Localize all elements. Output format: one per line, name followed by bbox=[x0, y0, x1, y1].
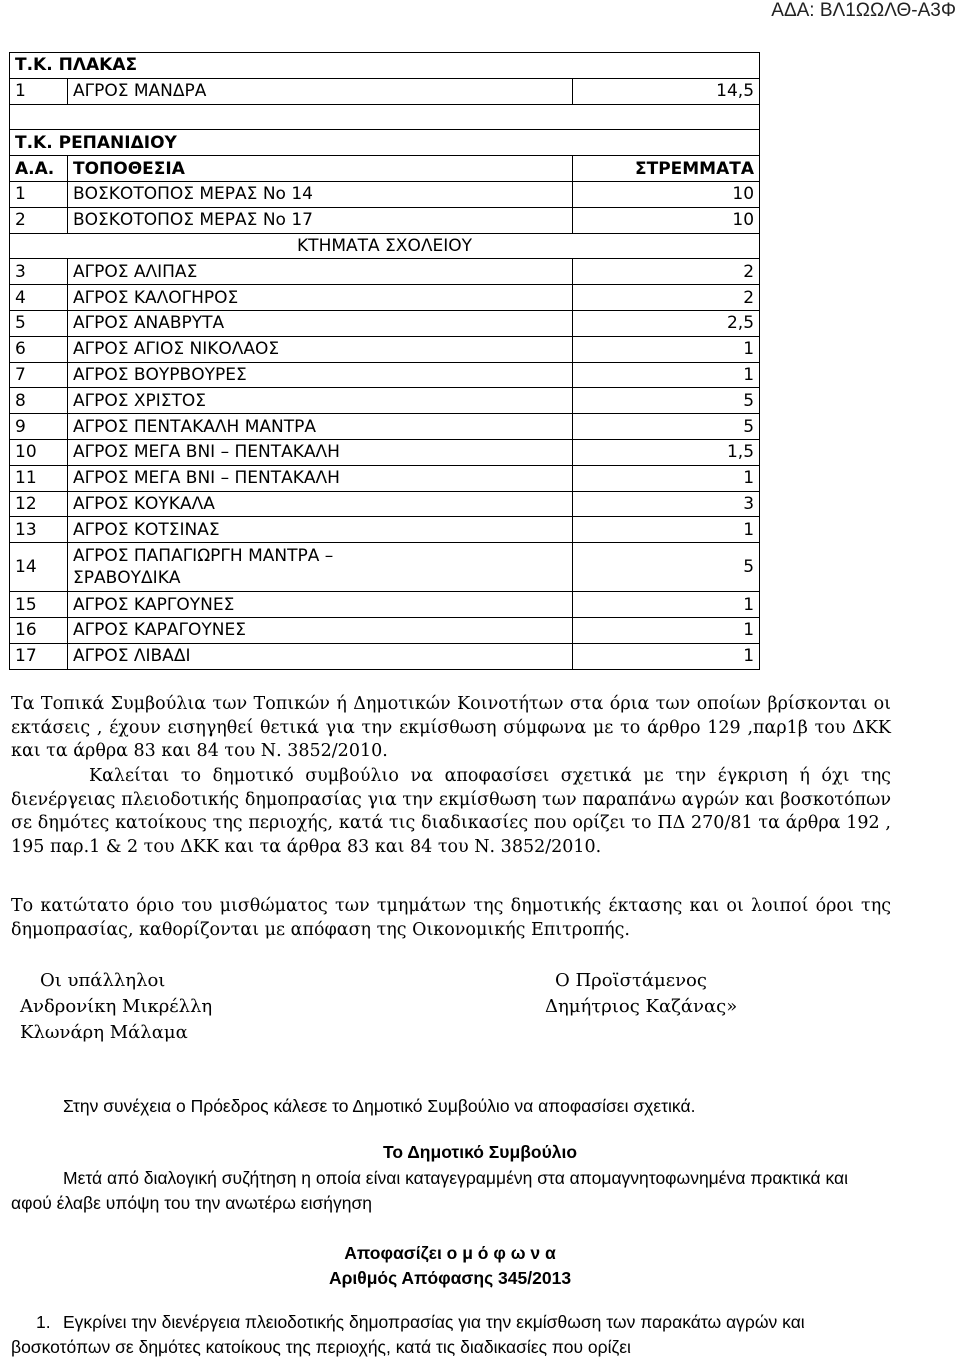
row-number: 13 bbox=[10, 517, 68, 543]
row-place: ΒΟΣΚΟΤΟΠΟΣ ΜΕΡΑΣ No 17 bbox=[68, 207, 573, 233]
row-number: 5 bbox=[10, 310, 68, 336]
row-area: 1 bbox=[573, 592, 760, 618]
table-row bbox=[10, 543, 760, 592]
ada-code: ΑΔΑ: ΒΛ1ΩΩΛΘ-Α3Φ bbox=[771, 0, 956, 21]
section-row bbox=[10, 233, 760, 259]
council-text: Μετά από διαλογική συζήτηση η οποία είναι καταγεγραμμένη στα απομαγνητοφωνημένα πρακτικά και αφού έλαβε υπόψη του την ανωτέρω εισήγηση bbox=[11, 1168, 849, 1213]
head-label: Ο Προϊστάμενος bbox=[555, 970, 707, 991]
row-area: 1 bbox=[573, 617, 760, 643]
row-place-line-2: ΣΡΑΒΟΥΔΙΚΑ bbox=[73, 568, 181, 589]
row-place: ΑΓΡΟΣ ΚΑΛΟΓΗΡΟΣ bbox=[68, 285, 573, 311]
row-place: ΑΓΡΟΣ ΛΙΒΑΔΙ bbox=[68, 643, 573, 669]
row-number: 2 bbox=[10, 207, 68, 233]
table-title-row bbox=[10, 53, 760, 79]
table-title-row bbox=[10, 130, 760, 156]
spacer-cell bbox=[10, 104, 760, 130]
row-area: 1 bbox=[573, 336, 760, 362]
row-area: 1 bbox=[573, 465, 760, 491]
signature-right-block bbox=[545, 968, 738, 1020]
row-area: 2 bbox=[573, 259, 760, 285]
employee-name-1: Ανδρονίκη Μικρέλλη bbox=[20, 996, 213, 1017]
row-number: 17 bbox=[10, 643, 68, 669]
row-area: 5 bbox=[573, 543, 760, 592]
table-row bbox=[10, 491, 760, 517]
row-number: 12 bbox=[10, 491, 68, 517]
row-place: ΑΓΡΟΣ ΠΕΝΤΑΚΑΛΗ ΜΑΝΤΡΑ bbox=[68, 414, 573, 440]
row-number: 9 bbox=[10, 414, 68, 440]
row-area: 3 bbox=[573, 491, 760, 517]
table-row bbox=[10, 362, 760, 388]
table-row bbox=[10, 517, 760, 543]
row-place: ΑΓΡΟΣ ΚΟΤΣΙΝΑΣ bbox=[68, 517, 573, 543]
row-area: 10 bbox=[573, 207, 760, 233]
row-number: 7 bbox=[10, 362, 68, 388]
row-number: 1 bbox=[10, 181, 68, 207]
row-place: ΑΓΡΟΣ ΑΓΙΟΣ ΝΙΚΟΛΑΟΣ bbox=[68, 336, 573, 362]
spacer-row bbox=[10, 104, 760, 130]
row-area: 1 bbox=[573, 362, 760, 388]
employees-label: Οι υπάλληλοι bbox=[40, 970, 166, 991]
row-place: ΑΓΡΟΣ ΜΕΓΑ ΒΝΙ – ΠΕΝΤΑΚΑΛΗ bbox=[68, 439, 573, 465]
row-place bbox=[68, 543, 573, 592]
table-row bbox=[10, 592, 760, 618]
table-row bbox=[10, 465, 760, 491]
row-place-line-1: ΑΓΡΟΣ ΠΑΠΑΓΙΩΡΓΗ ΜΑΝΤΡΑ – bbox=[73, 546, 334, 567]
row-place: ΑΓΡΟΣ ΑΝΑΒΡΥΤΑ bbox=[68, 310, 573, 336]
header-place: ΤΟΠΟΘΕΣΙΑ bbox=[68, 156, 573, 182]
next-line: Στην συνέχεια ο Πρόεδρος κάλεσε το Δημοτικό Συμβούλιο να αποφασίσει σχετικά. bbox=[63, 1096, 696, 1116]
row-place: ΑΓΡΟΣ ΜΕΓΑ ΒΝΙ – ΠΕΝΤΑΚΑΛΗ bbox=[68, 465, 573, 491]
row-number: 4 bbox=[10, 285, 68, 311]
row-number: 3 bbox=[10, 259, 68, 285]
row-number: 8 bbox=[10, 388, 68, 414]
table-row bbox=[10, 388, 760, 414]
paragraph-call-council: Καλείται το δημοτικό συμβούλιο να αποφασίσει σχετικά με την έγκριση ή όχι της διενέργειας πλειοδοτικής δημοπρασίας για την εκμίσθωση των παραπάνω αγρών και βοσκοτόπων σε δημότες κατοίκους της περιοχής, κατά τις διαδικασίες που ορίζει το ΠΔ 270/81 τα άρθρα 192 , 195 παρ.1 & 2 του ΔΚΚ και τα άρθρα 83 και 84 του Ν. 3852/2010. bbox=[11, 766, 891, 857]
row-area: 1 bbox=[573, 517, 760, 543]
row-place: ΑΓΡΟΣ ΚΟΥΚΑΛΑ bbox=[68, 491, 573, 517]
row-place: ΑΓΡΟΣ ΧΡΙΣΤΟΣ bbox=[68, 388, 573, 414]
header-area: ΣΤΡΕΜΜΑΤΑ bbox=[573, 156, 760, 182]
table-row bbox=[10, 439, 760, 465]
paragraph-minimum-rent: Το κατώτατο όριο του μισθώματος των τμημάτων της δημοτικής έκτασης και οι λοιποί όροι της δημοπρασίας, καθορίζονται με απόφαση της Οικονομικής Επιτροπής. bbox=[11, 896, 891, 940]
row-number: 10 bbox=[10, 439, 68, 465]
row-place: ΑΓΡΟΣ ΑΛΙΠΑΣ bbox=[68, 259, 573, 285]
row-area: 1,5 bbox=[573, 439, 760, 465]
table-row bbox=[10, 617, 760, 643]
decision-unanimous: Αποφασίζει ο μ ό φ ω ν α bbox=[344, 1243, 556, 1263]
table-row bbox=[10, 336, 760, 362]
table-row bbox=[10, 643, 760, 669]
decision-item-1 bbox=[11, 1310, 901, 1360]
table-row bbox=[10, 285, 760, 311]
row-place: ΑΓΡΟΣ ΚΑΡΓΟΥΝΕΣ bbox=[68, 592, 573, 618]
table-row bbox=[10, 414, 760, 440]
table-header-row bbox=[10, 156, 760, 182]
plakas-title: Τ.Κ. ΠΛΑΚΑΣ bbox=[10, 53, 760, 79]
land-table bbox=[9, 52, 760, 670]
row-number: 15 bbox=[10, 592, 68, 618]
row-place: ΑΓΡΟΣ ΒΟΥΡΒΟΥΡΕΣ bbox=[68, 362, 573, 388]
table-row bbox=[10, 78, 760, 104]
table-row bbox=[10, 207, 760, 233]
decision-header bbox=[0, 1241, 900, 1291]
council-title: Το Δημοτικό Συμβούλιο bbox=[382, 1142, 578, 1162]
row-area: 5 bbox=[573, 388, 760, 414]
row-area: 2 bbox=[573, 285, 760, 311]
table-row bbox=[10, 259, 760, 285]
section-label: ΚΤΗΜΑΤΑ ΣΧΟΛΕΙΟΥ bbox=[10, 233, 760, 259]
table-row bbox=[10, 181, 760, 207]
decision-number: Αριθμός Απόφασης 345/2013 bbox=[328, 1268, 572, 1288]
table-row bbox=[10, 310, 760, 336]
item-number: 1. bbox=[36, 1312, 51, 1332]
row-number: 1 bbox=[10, 78, 68, 104]
row-number: 14 bbox=[10, 543, 68, 592]
signature-left-block bbox=[20, 968, 213, 1046]
row-number: 6 bbox=[10, 336, 68, 362]
row-place: ΒΟΣΚΟΤΟΠΟΣ ΜΕΡΑΣ No 14 bbox=[68, 181, 573, 207]
repanidiou-title: Τ.Κ. ΡΕΠΑΝΙΔΙΟΥ bbox=[10, 130, 760, 156]
row-area: 5 bbox=[573, 414, 760, 440]
item-text: Εγκρίνει την διενέργεια πλειοδοτικής δημοπρασίας για την εκμίσθωση των παρακάτω αγρών και βοσκοτόπων σε δημότες κατοίκους της περιοχής, κατά τις διαδικασίες που ορίζει bbox=[11, 1312, 805, 1357]
row-area: 14,5 bbox=[573, 78, 760, 104]
row-place: ΑΓΡΟΣ ΚΑΡΑΓΟΥΝΕΣ bbox=[68, 617, 573, 643]
header-no: Α.Α. bbox=[10, 156, 68, 182]
employee-name-2: Κλωνάρη Μάλαμα bbox=[20, 1022, 188, 1043]
head-name: Δημήτριος Καζάνας» bbox=[545, 996, 738, 1017]
row-area: 2,5 bbox=[573, 310, 760, 336]
row-area: 1 bbox=[573, 643, 760, 669]
row-number: 16 bbox=[10, 617, 68, 643]
row-place: ΑΓΡΟΣ ΜΑΝΔΡΑ bbox=[68, 78, 573, 104]
paragraph-local-councils: Τα Τοπικά Συμβούλια των Τοπικών ή Δημοτικών Κοινοτήτων στα όρια των οποίων βρίσκονται οι εκτάσεις , έχουν εισηγηθεί θετικά για την εκμίσθωση σύμφωνα με το άρθρο 129 ,παρ1β του ΔΚΚ και τα άρθρα 83 και 84 του Ν. 3852/2010. bbox=[11, 694, 891, 761]
row-number: 11 bbox=[10, 465, 68, 491]
row-area: 10 bbox=[573, 181, 760, 207]
